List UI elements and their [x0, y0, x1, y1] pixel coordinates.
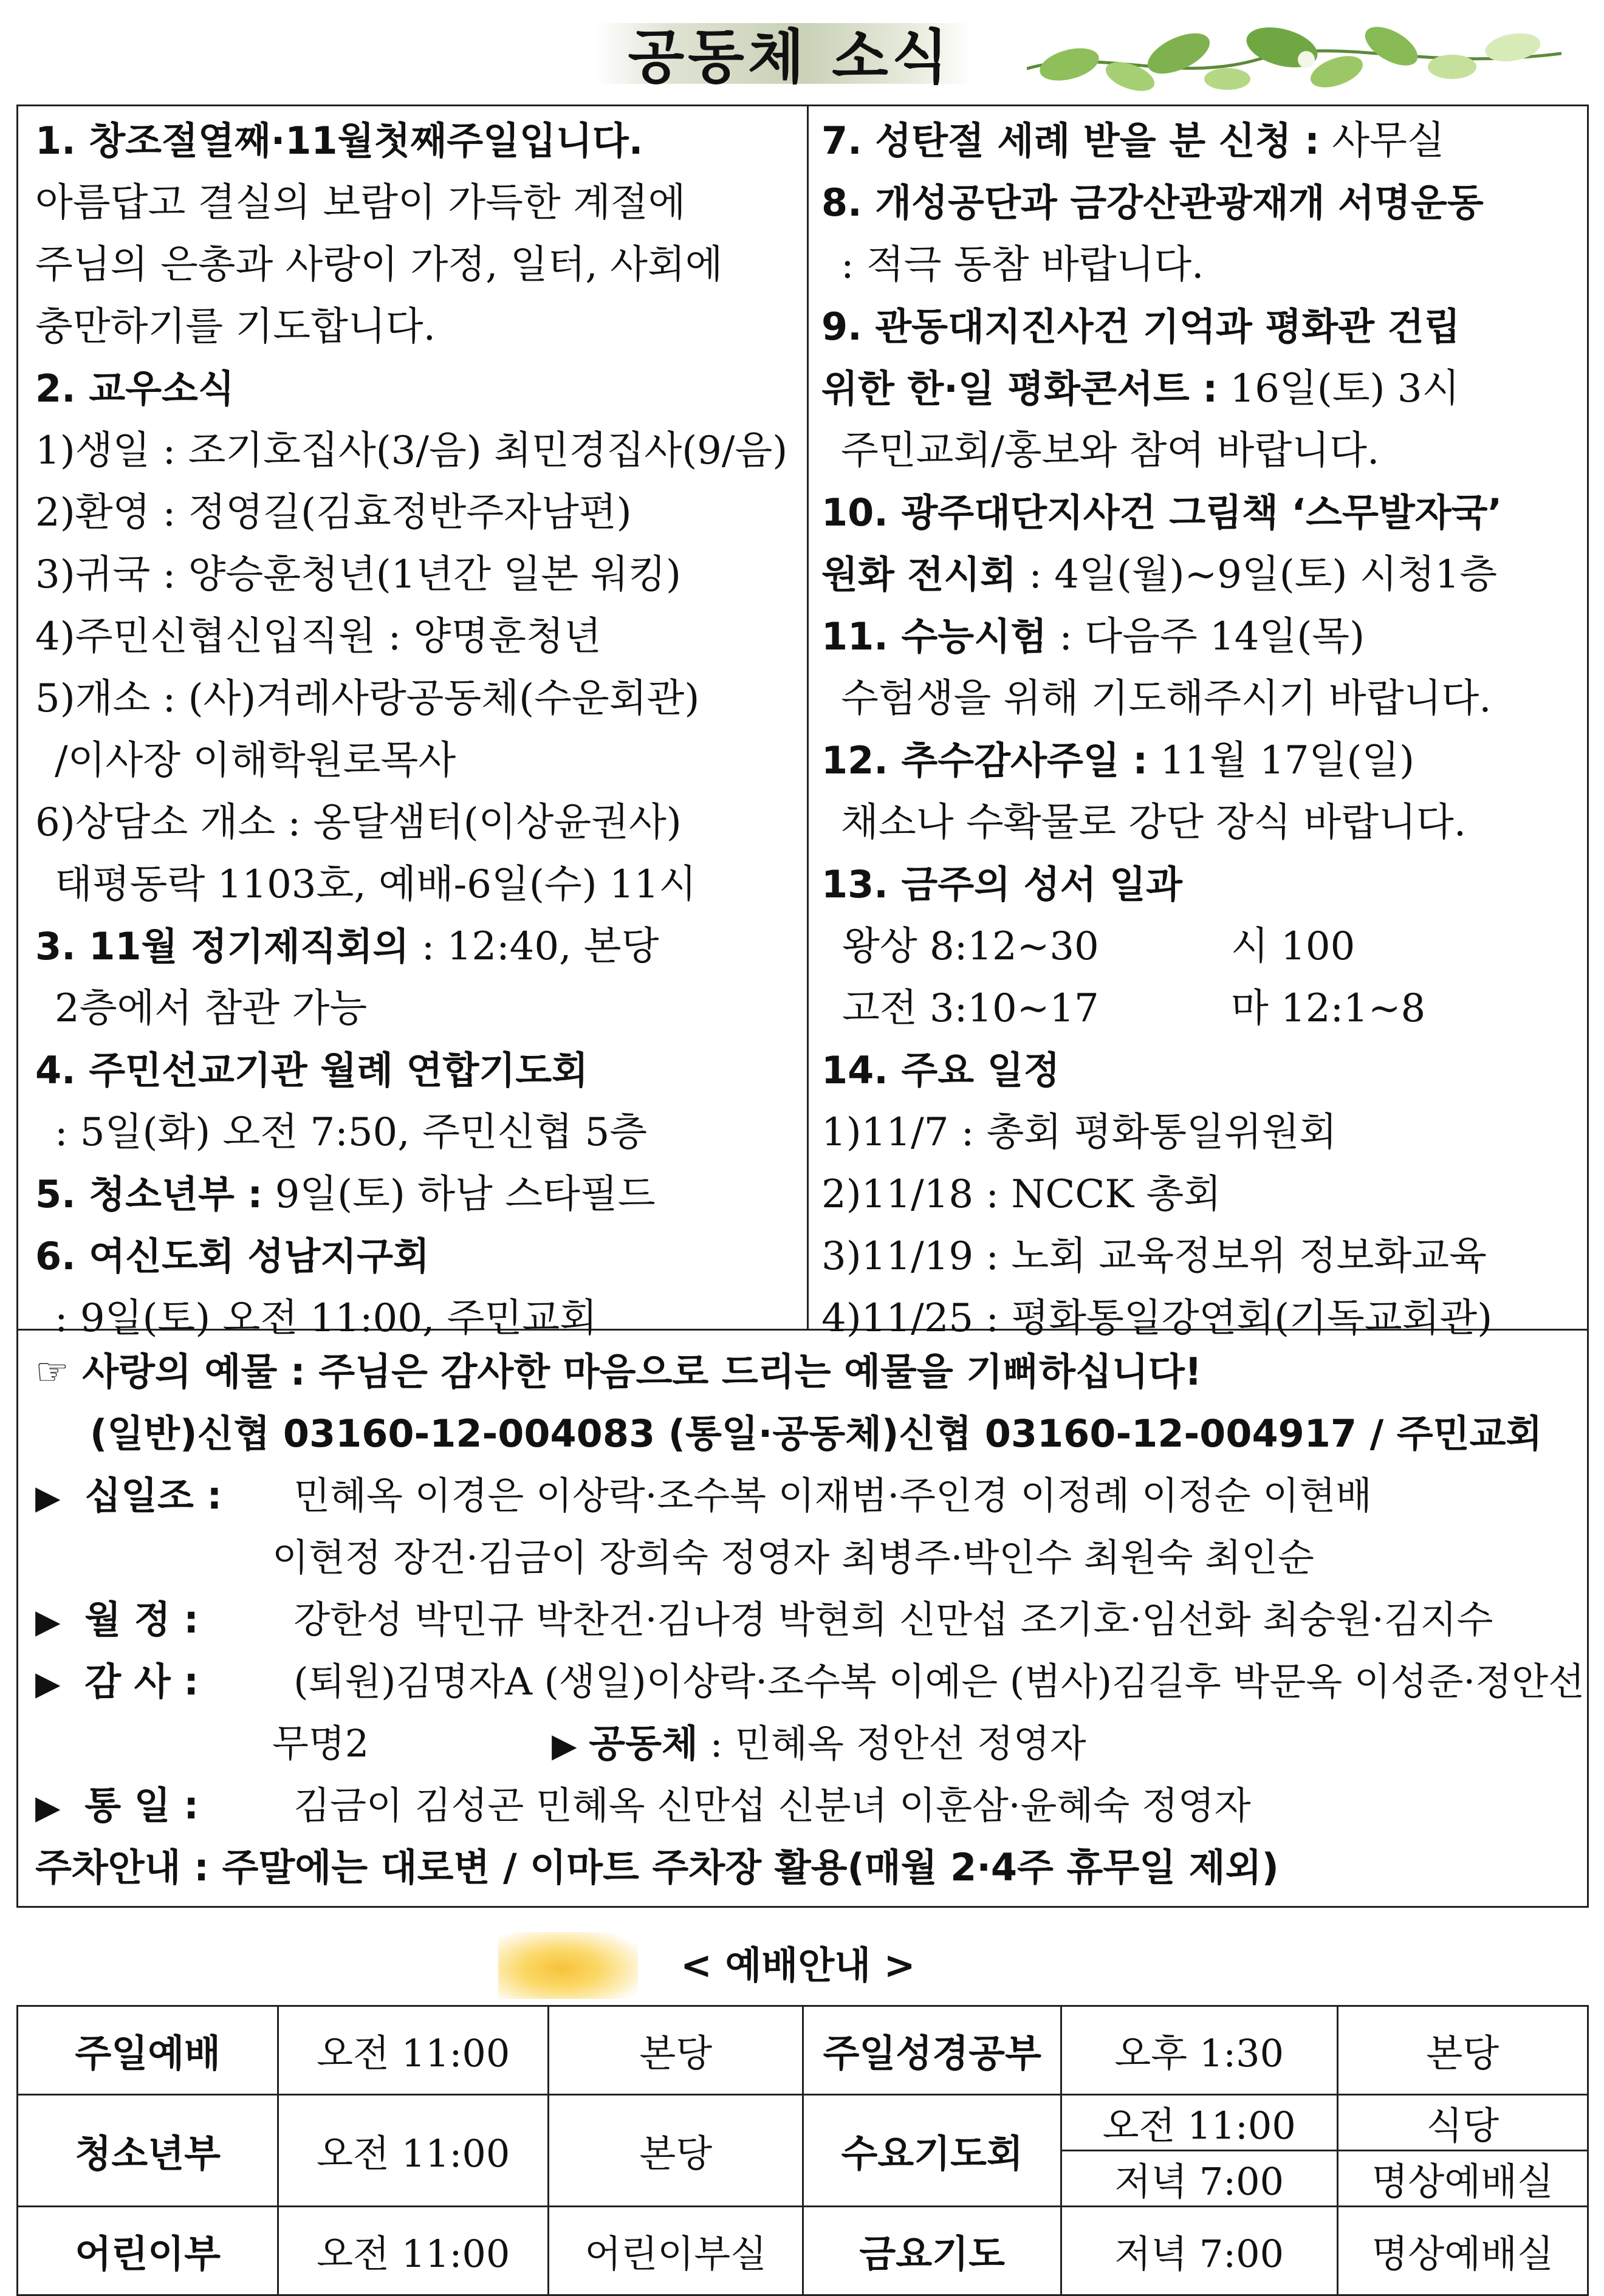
table-cell: 수요기도회: [803, 2095, 1061, 2207]
page-title: 공동체 소식: [628, 23, 952, 91]
news-box: [16, 105, 1589, 1908]
news-line: 11. 수능시험 : 다음주 14일(목): [821, 614, 1365, 659]
table-cell: 어린이부실: [549, 2207, 803, 2295]
news-line: 12. 추수감사주일 : 11월 17일(일): [821, 738, 1415, 783]
news-line: 8. 개성공단과 금강산관광재개 서명운동: [821, 180, 1484, 225]
news-line: 4. 주민선교기관 월례 연합기도회: [35, 1048, 589, 1092]
table-cell: 오전 11:00: [278, 2006, 549, 2095]
news-line: 3)11/19 : 노회 교육정보위 정보화교육: [821, 1234, 1487, 1279]
news-line: 7. 성탄절 세례 받을 분 신청 : 사무실: [821, 118, 1445, 163]
leaf-vine-decoration: [1027, 11, 1561, 102]
table-cell: 오전 11:00: [1061, 2095, 1337, 2151]
news-line: : 5일(화) 오전 7:50, 주민신협 5층: [55, 1110, 648, 1155]
news-line: 6)상담소 개소 : 옹달샘터(이상윤권사): [35, 800, 682, 845]
offering-monthly: ▶ 월 정 : 강한성 박민규 박찬건·김나경 박현희 신만섭 조기호·임선화 최숭원·김지수: [35, 1597, 1493, 1642]
news-line: 1. 창조절열째·11월첫째주일입니다.: [35, 118, 643, 163]
news-line: /이사장 이해학원로목사: [55, 738, 456, 783]
table-cell: 오전 11:00: [278, 2095, 549, 2207]
news-line: 2)11/18 : NCCK 총회: [821, 1172, 1222, 1217]
flower-decoration: [498, 1932, 638, 1999]
news-line: 13. 금주의 성서 일과: [821, 862, 1182, 906]
news-line: 9. 관동대지진사건 기억과 평화관 건립: [821, 304, 1461, 349]
table-cell: 오전 11:00: [278, 2207, 549, 2295]
news-line: 3. 11월 정기제직회의 : 12:40, 본당: [35, 924, 659, 969]
table-cell: 본당: [549, 2095, 803, 2207]
offering-thanks: ▶ 감 사 : (퇴원)김명자A (생일)이상락·조수복 이예은 (범사)김길후 박문옥 이성준·정안선: [35, 1659, 1585, 1704]
news-line: 3)귀국 : 양승훈청년(1년간 일본 워킹): [35, 552, 681, 597]
offering-thanks-cont: 무명2 ▶ 공동체 : 민혜옥 정안선 정영자: [272, 1721, 1086, 1766]
table-cell: 어린이부: [18, 2207, 278, 2295]
news-line: 태평동락 1103호, 예배-6일(수) 11시: [55, 862, 697, 907]
lectionary-line: 왕상 8:12~30 시 100: [842, 924, 1356, 969]
table-cell: 명상예배실: [1337, 2151, 1588, 2207]
table-cell: 오후 1:30: [1061, 2006, 1337, 2095]
pointing-hand-icon: ☞: [35, 1349, 69, 1394]
news-line: 주님의 은총과 사랑이 가정, 일터, 사회에: [35, 242, 723, 287]
table-cell: 명상예배실: [1337, 2207, 1588, 2295]
table-cell: 저녁 7:00: [1061, 2207, 1337, 2295]
column-divider: [807, 106, 809, 1329]
news-line: 10. 광주대단지사건 그림책 ‘스무발자국’: [821, 490, 1503, 535]
news-line: 채소나 수확물로 강단 장식 바랍니다.: [841, 800, 1467, 845]
news-line: 14. 주요 일정: [821, 1048, 1060, 1092]
table-cell: 식당: [1337, 2095, 1588, 2151]
news-line: 2. 교우소식: [35, 366, 235, 411]
news-line: 위한 한·일 평화콘서트 : 16일(토) 3시: [821, 366, 1460, 411]
table-cell: 주일예배: [18, 2006, 278, 2095]
lectionary-line: 고전 3:10~17 마 12:1~8: [842, 986, 1426, 1031]
news-line: 수험생을 위해 기도해주시기 바랍니다.: [841, 676, 1492, 721]
news-line: 2)환영 : 정영길(김효정반주자남편): [35, 490, 632, 535]
triangle-bullet-icon: ▶: [552, 1726, 577, 1764]
worship-title: < 예배안내 >: [680, 1943, 916, 1987]
worship-table: [16, 2005, 1589, 2296]
bulletin-header: [595, 0, 1021, 97]
table-cell: 저녁 7:00: [1061, 2151, 1337, 2207]
news-line: 2층에서 참관 가능: [55, 986, 368, 1031]
triangle-bullet-icon: ▶: [35, 1478, 61, 1516]
news-line: 충만하기를 기도합니다.: [35, 304, 436, 349]
parking-notice: 주차안내 : 주말에는 대로변 / 이마트 주차장 활용(매월 2·4주 휴무일 제외): [35, 1845, 1279, 1890]
triangle-bullet-icon: ▶: [35, 1664, 61, 1702]
table-row: [18, 2095, 1588, 2151]
table-cell: 금요기도: [803, 2207, 1061, 2295]
news-line: 주민교회/홍보와 참여 바랍니다.: [841, 428, 1380, 473]
news-line: 6. 여신도회 성남지구회: [35, 1234, 430, 1278]
offering-tithe: ▶ 십일조 : 민혜옥 이경은 이상락·조수복 이재범·주인경 이정례 이정순 이현배: [35, 1473, 1372, 1518]
news-line: 5. 청소년부 : 9일(토) 하남 스타필드: [35, 1172, 656, 1217]
news-line: 4)주민신협신입직원 : 양명훈청년: [35, 614, 602, 659]
news-left-column: [35, 110, 798, 1349]
news-line: 4)11/25 : 평화통일강연회(기독교회관): [821, 1296, 1493, 1341]
offering-section: [35, 1341, 1585, 1899]
news-line: 5)개소 : (사)겨레사랑공동체(수운회관): [35, 676, 700, 721]
offering-tithe-cont: 이현정 장건·김금이 장희숙 정영자 최병주·박인수 최원숙 최인순: [272, 1535, 1314, 1580]
table-cell: 주일성경공부: [803, 2006, 1061, 2095]
table-cell: 본당: [1337, 2006, 1588, 2095]
news-line: : 적극 동참 바랍니다.: [841, 242, 1204, 287]
news-line: 아름답고 결실의 보람이 가득한 계절에: [35, 180, 686, 225]
news-line: 1)생일 : 조기호집사(3/음) 최민경집사(9/음): [35, 428, 788, 473]
news-line: : 9일(토) 오전 11:00, 주민교회: [55, 1296, 597, 1341]
offering-accounts: (일반)신협 03160-12-004083 (통일·공동체)신협 03160-12-004917 / 주민교회: [90, 1411, 1543, 1456]
worship-heading: [498, 1932, 1106, 1999]
table-row: [18, 2006, 1588, 2095]
news-line: 원화 전시회 : 4일(월)~9일(토) 시청1층: [821, 552, 1498, 597]
offering-title: ☞ 사랑의 예물 : 주님은 감사한 마음으로 드리는 예물을 기뻐하십니다!: [35, 1349, 1202, 1394]
offering-unity: ▶ 통 일 : 김금이 김성곤 민혜옥 신만섭 신분녀 이훈삼·윤혜숙 정영자: [35, 1783, 1251, 1828]
table-row: [18, 2207, 1588, 2295]
news-right-column: [821, 110, 1578, 1349]
table-cell: 본당: [549, 2006, 803, 2095]
triangle-bullet-icon: ▶: [35, 1788, 61, 1826]
triangle-bullet-icon: ▶: [35, 1602, 61, 1640]
table-cell: 청소년부: [18, 2095, 278, 2207]
news-line: 1)11/7 : 총회 평화통일위원회: [821, 1110, 1337, 1155]
